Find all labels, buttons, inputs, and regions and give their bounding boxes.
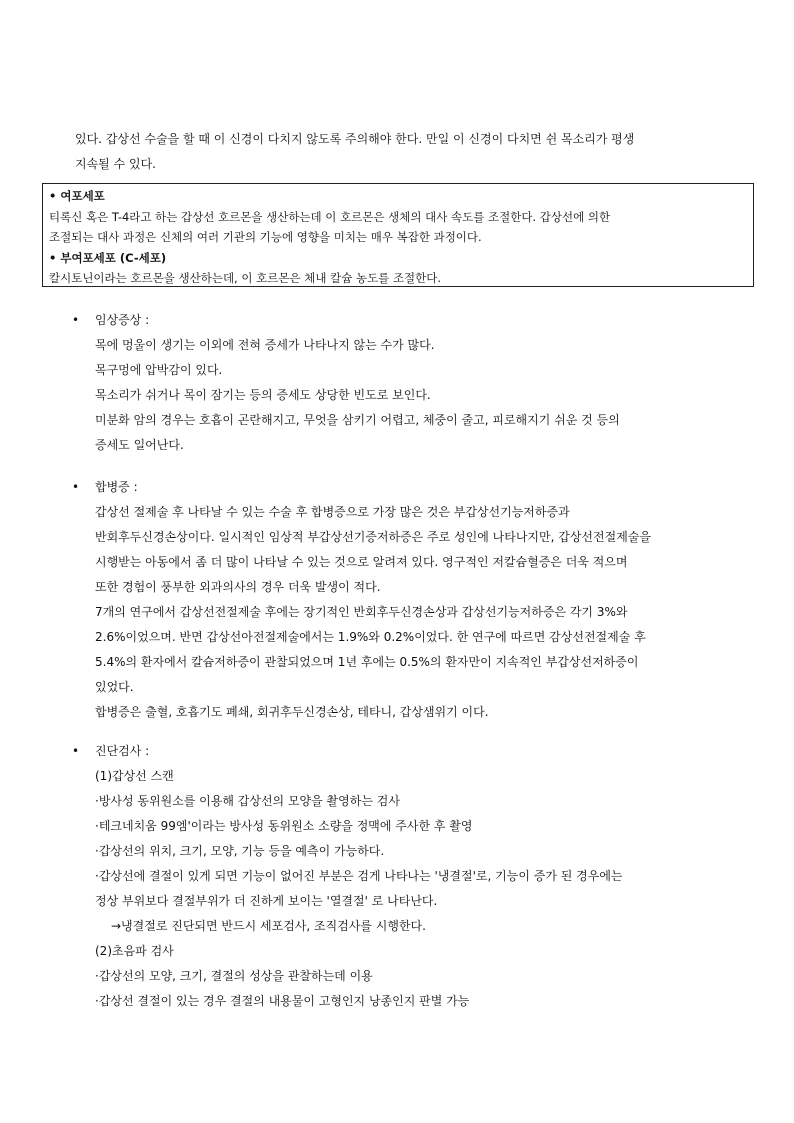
text-line: 목구멍에 압박감이 있다. [95, 363, 223, 377]
text-line: 갑상선 절제술 후 나타날 수 있는 수술 후 합병증으로 가장 많은 것은 부갑상선기능저하증과 [95, 505, 570, 519]
section-title-text: 임상증상 : [95, 313, 150, 327]
text-line: 목에 멍울이 생기는 이외에 전혀 증세가 나타나지 않는 수가 많다. [95, 338, 435, 352]
text-line: ·방사성 동위원소를 이용해 갑상선의 모양을 촬영하는 검사 [95, 794, 400, 808]
text-line: 정상 부위보다 결절부위가 더 진하게 보이는 '열결절' 로 나타난다. [95, 894, 438, 908]
section-body [72, 764, 762, 1014]
text-line: 증세도 일어난다. [95, 438, 184, 452]
follicular-cell-heading: • 여포세포 [49, 189, 105, 203]
text-line: →냉결절로 진단되면 반드시 세포검사, 조직검사를 시행한다. [111, 919, 426, 933]
text-line: 7개의 연구에서 갑상선전절제술 후에는 장기적인 반회후두신경손상과 갑상선기능저하증은 각기 3%와 [95, 605, 628, 619]
section-body [72, 333, 762, 458]
text-line: 합병증은 출혈, 호흡기도 폐쇄, 회귀후두신경손상, 테타니, 갑상샘위기 이다. [95, 705, 489, 719]
intro-line: 지속될 수 있다. [75, 157, 156, 171]
section-title [72, 308, 762, 333]
text-line: 있었다. [95, 680, 134, 694]
section-title-text: 진단검사 : [95, 744, 150, 758]
intro-line: 있다. 갑상선 수술을 할 때 이 신경이 다치지 않도록 주의해야 한다. 만일 이 신경이 다치면 쉰 목소리가 평생 [75, 132, 635, 146]
bullet-icon: • [72, 480, 80, 494]
text-line: ·테크네치움 99엠'이라는 방사성 동위원소 소량을 정맥에 주사한 후 촬영 [95, 819, 473, 833]
text-line: ·갑상선의 위치, 크기, 모양, 기능 등을 예측이 가능하다. [95, 844, 385, 858]
text-line: 2.6%이었으며. 반면 갑상선아전절제술에서는 1.9%와 0.2%이었다. 한 연구에 따르면 감상선전절제술 후 [95, 630, 646, 644]
intro-paragraph [75, 127, 755, 177]
follicular-cell-text: 조절되는 대사 과정은 신체의 여러 기관의 기능에 영향을 미치는 매우 복잡한 과정이다. [49, 230, 482, 244]
bullet-icon: • [72, 744, 80, 758]
text-line: 반회후두신경손상이다. 일시적인 임상적 부갑상선기증저하증은 주로 성인에 나타나지만, 갑상선전절제술을 [95, 530, 651, 544]
diagnosis-section [72, 739, 762, 1014]
section-title-text: 합병증 : [95, 480, 138, 494]
subheading: (1)갑상선 스캔 [95, 769, 174, 783]
section-title [72, 739, 762, 764]
text-line: 5.4%의 환자에서 칼슘저하증이 관찰되었으며 1년 후에는 0.5%의 환자만이 지속적인 부갑상선저하증이 [95, 655, 639, 669]
text-line: 미분화 암의 경우는 호흡이 곤란해지고, 무엇을 삼키기 어렵고, 체중이 줄고, 피로해지기 쉬운 것 등의 [95, 413, 620, 427]
parafollicular-cell-text: 칼시토닌이라는 호르몬을 생산하는데, 이 호르몬은 체내 칼슘 농도를 조절한다. [49, 271, 442, 285]
follicular-cell-text: 티록신 혹은 T-4라고 하는 갑상선 호르몬을 생산하는데 이 호르몬은 생체의 대사 속도를 조절한다. 갑상선에 의한 [49, 209, 611, 224]
text-line: ·갑상선에 결절이 있게 되면 기능이 없어진 부분은 검게 나타나는 '냉결절'로, 기능이 증가 된 경우에는 [95, 869, 623, 883]
section-body [72, 500, 762, 725]
symptoms-section [72, 308, 762, 458]
text-line: 시행받는 아동에서 좀 더 많이 나타날 수 있는 것으로 알려져 있다. 영구적인 저칼슘혈증은 더욱 적으며 [95, 555, 628, 569]
complications-section [72, 475, 762, 725]
text-line: 목소리가 쉬거나 목이 잠기는 등의 증세도 상당한 빈도로 보인다. [95, 388, 431, 402]
bullet-icon: • [72, 313, 80, 327]
text-line: ·갑상선 결절이 있는 경우 결절의 내용물이 고형인지 낭종인지 판별 가능 [95, 994, 470, 1008]
cell-types-box [42, 183, 754, 287]
text-line: ·갑상선의 모양, 크기, 결절의 성상을 관찰하는데 이용 [95, 969, 373, 983]
text-line: 또한 경험이 풍부한 외과의사의 경우 더욱 발생이 적다. [95, 580, 381, 594]
subheading: (2)초음파 검사 [95, 944, 174, 958]
section-title [72, 475, 762, 500]
parafollicular-cell-heading: • 부여포세포 (C-세포) [49, 250, 167, 265]
